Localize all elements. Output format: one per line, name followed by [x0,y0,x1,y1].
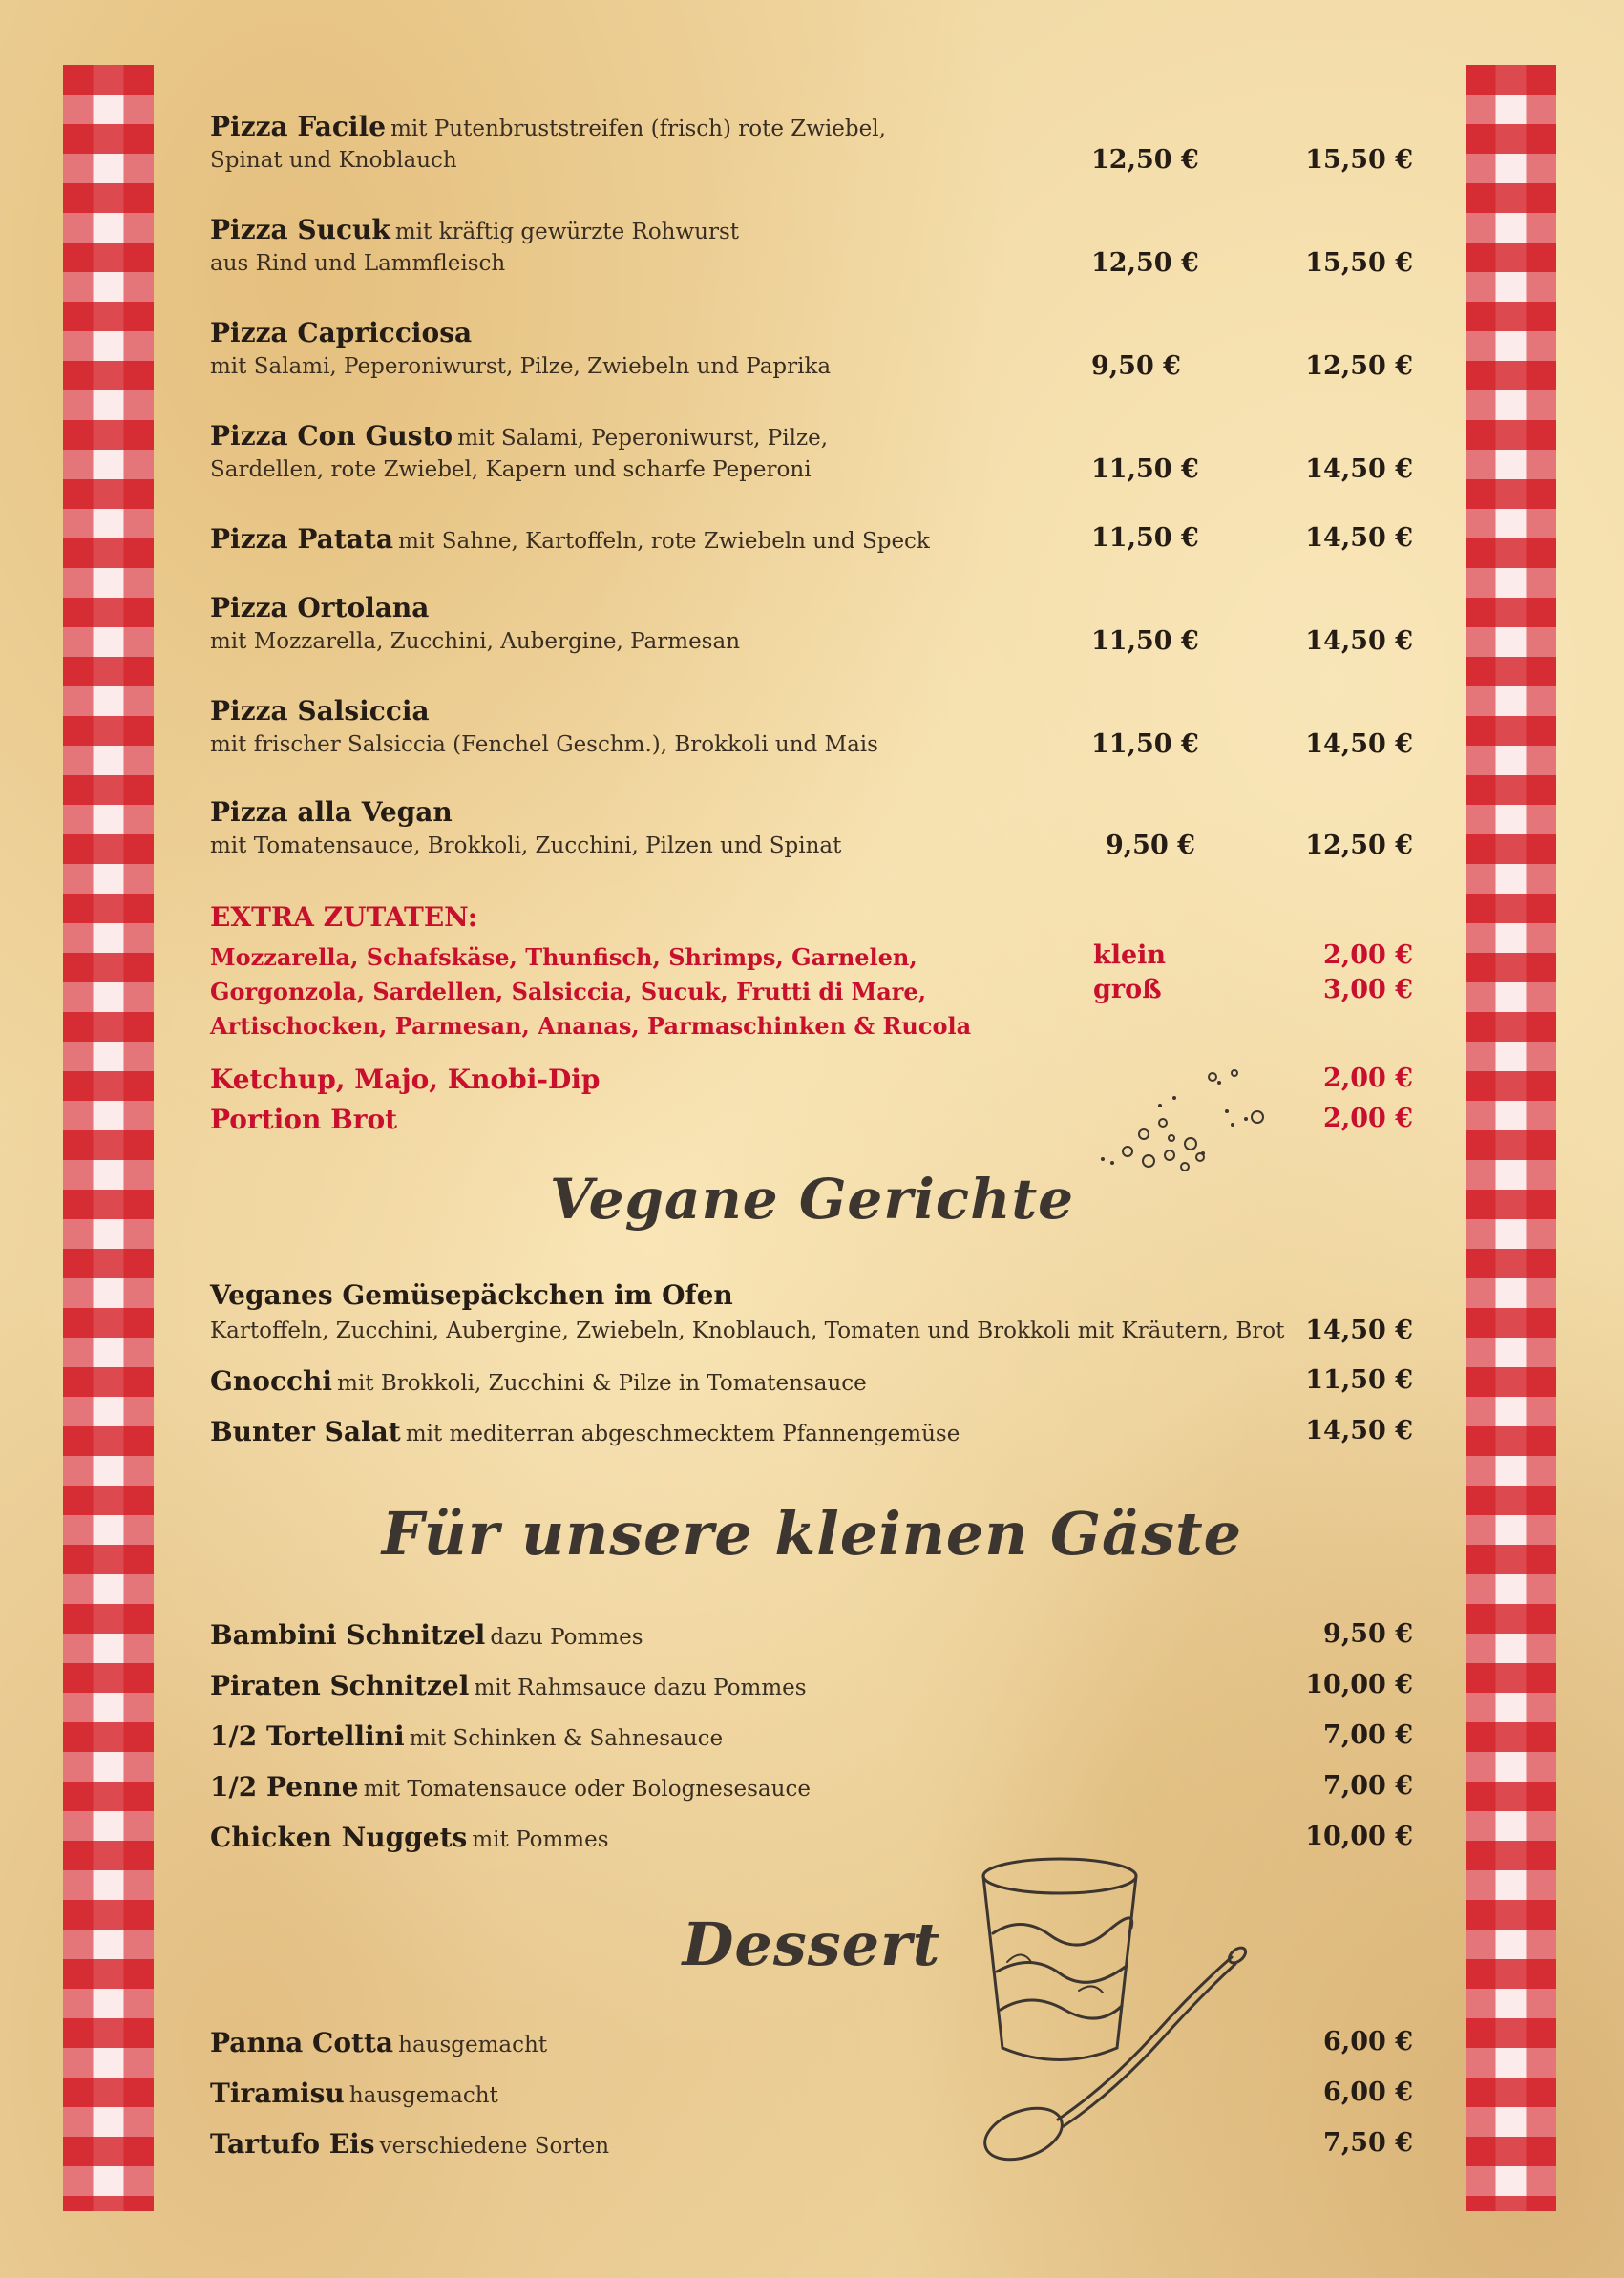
bread-name: Portion Brot [210,1104,398,1135]
item-name: 1/2 Penne [210,1771,359,1803]
menu-item [210,1670,807,1701]
item-desc: mit kräftig gewürzte Rohwurst [394,220,740,244]
price-large: 14,50 € [1305,523,1413,553]
item-desc: mit Salami, Peperoniwurst, Pilze, [457,426,829,451]
item-desc: mit Pommes [472,1827,609,1852]
dessert-glass-illustration [964,1847,1251,2172]
item-name: Pizza Patata [210,523,393,555]
item-name: Pizza Capricciosa [210,317,473,348]
item-name: Tartufo Eis [210,2128,375,2160]
item-desc: hausgemacht [398,2033,548,2057]
item-price: 14,50 € [1305,1316,1413,1345]
item-name: Pizza Sucuk [210,214,390,245]
dip-name: Ketchup, Majo, Knobi-Dip [210,1064,601,1095]
item-desc: mit Sahne, Kartoffeln, rote Zwiebeln und Speck [398,529,930,554]
menu-item [210,2078,498,2109]
item-price: 10,00 € [1305,1670,1413,1699]
dip-price: 2,00 € [1323,1064,1413,1093]
item-desc: mit Putenbruststreifen (frisch) rote Zwiebel, [390,116,886,141]
item-desc: mit Schinken & Sahnesauce [409,1726,724,1751]
item-name: Panna Cotta [210,2027,394,2058]
item-desc: mit Salami, Peperoniwurst, Pilze, Zwiebeln und Paprika [210,354,832,379]
section-heading: Vegane Gerichte [549,1167,1075,1232]
item-desc: hausgemacht [348,2083,498,2108]
item-name: Bunter Salat [210,1416,401,1447]
menu-item [210,1822,609,1853]
item-desc: mit Rahmsauce dazu Pommes [474,1676,807,1700]
item-name: 1/2 Tortellini [210,1720,405,1752]
item-price: 14,50 € [1305,1416,1413,1445]
item-desc: Spinat und Knoblauch [210,148,457,173]
pizza-item-sucuk [210,214,739,245]
price-large: 12,50 € [1305,351,1413,381]
item-name: Pizza Salsiccia [210,695,430,727]
price-large: 14,50 € [1305,729,1413,759]
item-name: Piraten Schnitzel [210,1670,470,1701]
item-desc: mit Mozzarella, Zucchini, Aubergine, Parmesan [210,629,741,654]
size-large-label: groß [1093,975,1162,1004]
item-price: 11,50 € [1305,1365,1413,1395]
menu-item [210,1619,643,1651]
menu-item [210,1365,867,1397]
item-price: 7,50 € [1323,2128,1413,2158]
extras-line: Artischocken, Parmesan, Ananas, Parmaschinken & Rucola [210,1012,972,1040]
price-large: 14,50 € [1305,454,1413,484]
item-desc: aus Rind und Lammfleisch [210,251,506,276]
pizza-item-facile [210,111,886,142]
price-large: 12,50 € [1305,831,1413,860]
item-name: Chicken Nuggets [210,1822,468,1853]
item-desc: mit Tomatensauce, Brokkoli, Zucchini, Pilzen und Spinat [210,833,842,858]
pizza-item-patata [210,523,930,555]
price-small: 11,50 € [1091,729,1199,759]
item-price: 9,50 € [1323,1619,1413,1649]
price-large: 15,50 € [1305,248,1413,278]
section-heading: Dessert [682,1909,941,1979]
price-small: 11,50 € [1091,523,1199,553]
menu-item [210,1771,811,1803]
item-name: Pizza Facile [210,111,387,142]
extras-line: Gorgonzola, Sardellen, Salsiccia, Sucuk, Frutti di Mare, [210,978,927,1005]
price-small: 12,50 € [1091,248,1199,278]
extras-line: Mozzarella, Schafskäse, Thunfisch, Shrimps, Garnelen, [210,943,917,971]
item-desc: verschiedene Sorten [379,2134,610,2159]
pizza-item-con-gusto [210,420,828,452]
item-desc: dazu Pommes [490,1625,643,1650]
item-price: 10,00 € [1305,1822,1413,1851]
item-price: 7,00 € [1323,1771,1413,1801]
item-name: Veganes Gemüsepäckchen im Ofen [210,1279,733,1311]
item-desc: Sardellen, rote Zwiebel, Kapern und scharfe Peperoni [210,457,812,482]
price-small: 2,00 € [1323,940,1413,970]
item-name: Bambini Schnitzel [210,1619,486,1651]
item-name: Pizza Ortolana [210,592,430,623]
checkered-border-left [63,65,154,2211]
price-small: 9,50 € [1106,831,1195,860]
price-small: 9,50 € [1091,351,1181,381]
price-small: 11,50 € [1091,626,1199,656]
item-name: Pizza Con Gusto [210,420,453,452]
menu-item [210,2027,547,2058]
item-name: Gnocchi [210,1365,333,1397]
spoon-illustration [978,1945,1248,2169]
extras-title: EXTRA ZUTATEN: [210,901,478,933]
item-desc: mit Tomatensauce oder Bolognesesauce [363,1777,811,1802]
item-price: 6,00 € [1323,2027,1413,2057]
bread-price: 2,00 € [1323,1104,1413,1133]
menu-item [210,1720,723,1752]
section-heading: Für unsere kleinen Gäste [381,1499,1243,1569]
price-small: 11,50 € [1091,454,1199,484]
checkered-border-right [1466,65,1556,2211]
size-small-label: klein [1093,940,1167,970]
price-large: 3,00 € [1323,975,1413,1004]
item-desc: mit mediterran abgeschmecktem Pfannengemüse [405,1422,960,1446]
item-name: Pizza alla Vegan [210,796,453,828]
price-large: 15,50 € [1305,145,1413,175]
pepper-dots-illustration [1055,1060,1275,1184]
item-desc: mit Brokkoli, Zucchini & Pilze in Tomatensauce [337,1371,867,1396]
menu-item [210,1416,960,1447]
item-price: 6,00 € [1323,2078,1413,2107]
price-large: 14,50 € [1305,626,1413,656]
menu-item [210,2128,609,2160]
item-price: 7,00 € [1323,1720,1413,1750]
item-name: Tiramisu [210,2078,345,2109]
item-desc: mit frischer Salsiccia (Fenchel Geschm.), Brokkoli und Mais [210,732,878,757]
price-small: 12,50 € [1091,145,1199,175]
item-desc: Kartoffeln, Zucchini, Aubergine, Zwiebeln, Knoblauch, Tomaten und Brokkoli mit Kräutern, Brot [210,1318,1285,1343]
